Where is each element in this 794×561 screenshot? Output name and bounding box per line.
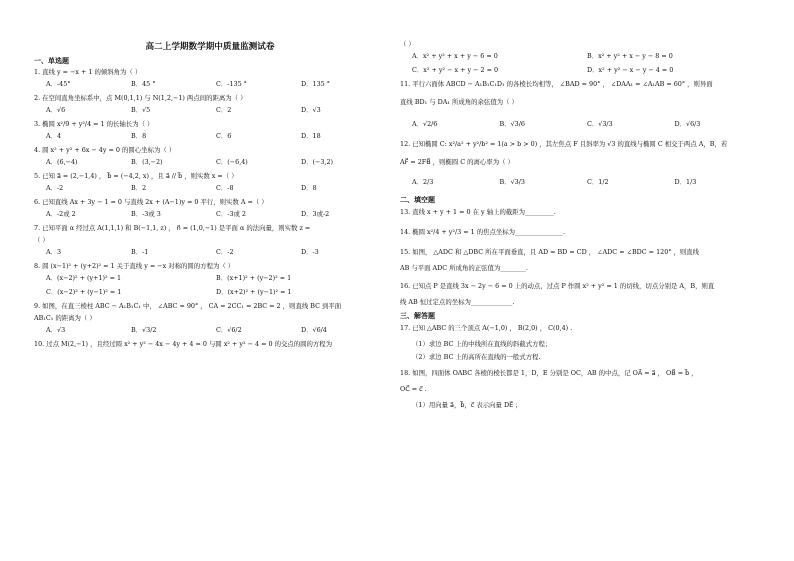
question-13: 13. 直线 x + y + 1 = 0 在 y 轴上的截距为_________.: [400, 207, 556, 216]
option-b: B．45 °: [131, 80, 156, 89]
option-b: B．-3或 3: [131, 210, 161, 219]
question-15-continued: AB 与平面 ADC 所成角的正弦值为________.: [400, 263, 528, 272]
question-12-continued: AF⃗ = 2FB⃗ ，则椭圆 C 的离心率为（ ）: [400, 158, 514, 166]
question-8: 8. 圆 (x−1)² + (y+2)² = 1 关于直线 y = −x 对称的圆的方程为（ ）: [34, 262, 235, 271]
option-a: A．-2或 2: [46, 210, 76, 219]
option-c: C．6: [216, 132, 232, 141]
option-b: B．2: [131, 184, 147, 193]
option-b: B．√3/3: [499, 178, 525, 186]
option-a: A．x² + y² + x + y − 6 = 0: [412, 52, 498, 60]
page-title: 高二上学期数学期中质量监测试卷: [145, 42, 275, 52]
question-17-part-1: （1）求边 BC 上的中线所在直线的斜截式方程；: [412, 339, 552, 348]
section-heading-fill-in: 二、填空题: [400, 196, 435, 204]
option-a: A．-2: [46, 184, 64, 193]
option-b: B．√5: [131, 106, 151, 115]
option-b: B．x² + y² + x − y − 8 = 0: [587, 52, 673, 60]
option-d: D．√6/3: [674, 120, 701, 128]
question-18-part-1: （1）用向量 a⃗，b⃗，c⃗ 表示向量 DE⃗ ；: [412, 400, 522, 409]
section-heading-answer: 三、解答题: [400, 311, 435, 320]
option-c: C．(−6,4): [216, 158, 248, 167]
question-9: 9. 如图，在直三棱柱 ABC − A₁B₁C₁ 中， ∠ABC = 90° ， CA = 2CC₁ = 2BC = 2 ，则直线 BC 到平面: [34, 302, 342, 311]
option-d: D．(−3,2): [301, 158, 334, 167]
question-6: 6. 已知直线 Ax + 3y − 1 = 0 与直线 2x + (A−1)y = 0 平行，则实数 A =（ ）: [34, 198, 268, 207]
option-c: C．x² + y² − x + y − 2 = 0: [412, 66, 499, 74]
option-c: C．-8: [216, 184, 234, 193]
option-d: D．√6/4: [301, 326, 327, 335]
options-11: [400, 120, 762, 128]
right-column: [400, 0, 762, 414]
options-1: [34, 80, 386, 88]
option-c: C．-3或 2: [216, 210, 246, 219]
options-8-row-1: [34, 274, 386, 282]
option-c: C．1/2: [587, 178, 609, 186]
options-8-row-2: [34, 288, 386, 296]
options-10-row-1: [400, 52, 762, 60]
option-b: B．-1: [131, 248, 149, 257]
question-14: 14. 椭圆 x²/4 + y²/3 = 1 的焦点坐标为_______________.: [400, 227, 566, 236]
options-12: [400, 178, 762, 186]
option-b: B．√3/2: [131, 326, 157, 335]
options-2: [34, 106, 386, 114]
option-d: D．135 °: [301, 80, 330, 89]
option-a: A．(x−2)² + (y+1)² = 1: [46, 274, 122, 283]
options-7: [34, 248, 386, 256]
question-17-part-2: （2）求边 BC 上的高所在直线的一般式方程.: [412, 352, 541, 361]
option-d: D．18: [301, 132, 321, 141]
option-b: B．8: [131, 132, 147, 141]
question-17: 17. 已知 △ABC 的三个顶点 A(−1,0) ， B(2,0) ， C(0,4) .: [400, 323, 573, 332]
section-heading-single-choice: 一、单选题: [34, 56, 69, 65]
option-d: D．-3: [301, 248, 319, 257]
option-d: D．1/3: [674, 178, 697, 186]
question-12: 12. 已知椭圆 C: x²/a² + y²/b² = 1(a > b > 0) ，其左焦点 F 且斜率为 √3 的直线与椭圆 C 相交于两点 A，B，若: [400, 140, 728, 148]
options-3: [34, 132, 386, 140]
question-4: 4. 圆 x² + y² + 6x − 4y = 0 的圆心坐标为（ ）: [34, 146, 176, 155]
option-b: B．√3/6: [499, 120, 525, 128]
question-9-continued: AB₁C₁ 的距离为（ ）: [34, 314, 96, 323]
question-16: 16. 已知点 P 是直线 3x − 2y − 6 = 0 上的动点，过点 P 作圆 x² + y² = 1 的切线，切点分别是 A，B，则直: [400, 281, 715, 290]
option-a: A．√3: [46, 326, 66, 335]
option-a: A．4: [46, 132, 62, 141]
option-c: C．√3/3: [587, 120, 613, 128]
option-a: A．3: [46, 248, 62, 257]
option-c: C．(x−2)² + (y−1)² = 1: [46, 288, 122, 297]
question-5: 5. 已知 a⃗ = (2,−1,4) ， b⃗ = (−4,2, x) ，且 a⃗ // b⃗ ，则实数 x =（ ）: [34, 172, 238, 181]
options-4: [34, 158, 386, 166]
options-10-row-2: [400, 66, 762, 74]
option-a: A．-45°: [46, 80, 71, 89]
question-18-continued: OC⃗ = c⃗ .: [400, 384, 427, 393]
option-b: B．(x+1)² + (y−2)² = 1: [216, 274, 292, 283]
option-d: D．3或-2: [301, 210, 330, 219]
question-11: 11. 平行六面体 ABCD − A₁B₁C₁D₁ 的各棱长均相等， ∠BAD = 90° ， ∠DAA₁ = ∠A₁AB = 60° ，则异面: [400, 80, 713, 88]
options-9: [34, 326, 386, 334]
option-c: C．√6/2: [216, 326, 242, 335]
option-d: D．(x+2)² + (y−1)² = 1: [216, 288, 292, 297]
option-a: A．2/3: [412, 178, 434, 186]
options-6: [34, 210, 386, 218]
option-a: A．√6: [46, 106, 66, 115]
question-10: 10. 过点 M(2,−1) ，且经过圆 x² + y² − 4x − 4y + 4 = 0 与圆 x² + y² − 4 = 0 的交点的圆的方程为: [34, 340, 333, 349]
question-3: 3. 椭圆 x²/9 + y²/4 = 1 的长轴长为（ ）: [34, 120, 154, 129]
left-column: [34, 0, 386, 352]
option-c: C．-2: [216, 248, 234, 257]
option-a: A．√2/6: [412, 120, 438, 128]
question-11-continued: 直线 BD₁ 与 DA₁ 所成角的余弦值为（ ）: [400, 98, 518, 106]
option-b: B．(3,−2): [131, 158, 163, 167]
option-d: D．8: [301, 184, 317, 193]
option-c: C．2: [216, 106, 232, 115]
question-2: 2. 在空间直角坐标系中，点 M(0,1,1) 与 N(1,2,−1) 两点间的距离为（ ）: [34, 94, 247, 103]
question-10-answer-bracket: （ ）: [400, 40, 415, 48]
question-7: 7. 已知平面 α 经过点 A(1,1,1) 和 B(−1,1, z) ， n⃗ = (1,0,−1) 是平面 α 的法向量，则实数 z =: [34, 224, 311, 233]
question-15: 15. 如图， △ADC 和 △DBC 所在平面垂直，且 AD = BD = CD ， ∠ADC = ∠BDC = 120° ，则直线: [400, 247, 700, 256]
options-5: [34, 184, 386, 192]
question-7-answer-bracket: （ ）: [34, 236, 49, 245]
question-18: 18. 如图，四面体 OABC 各棱的棱长都是 1，D，E 分别是 OC，AB 的中点，记 OA⃗ = a⃗ ， OB⃗ = b⃗ ，: [400, 368, 698, 377]
option-c: C．-135 °: [216, 80, 247, 89]
option-a: A．(6,−4): [46, 158, 78, 167]
question-1: 1. 直线 y = −x + 1 的倾斜角为（ ）: [34, 68, 142, 77]
option-d: D．x² + y² − x − y − 4 = 0: [587, 66, 674, 74]
option-d: D．√3: [301, 106, 321, 115]
question-16-continued: 线 AB 恒过定点的坐标为_____________.: [400, 297, 515, 306]
